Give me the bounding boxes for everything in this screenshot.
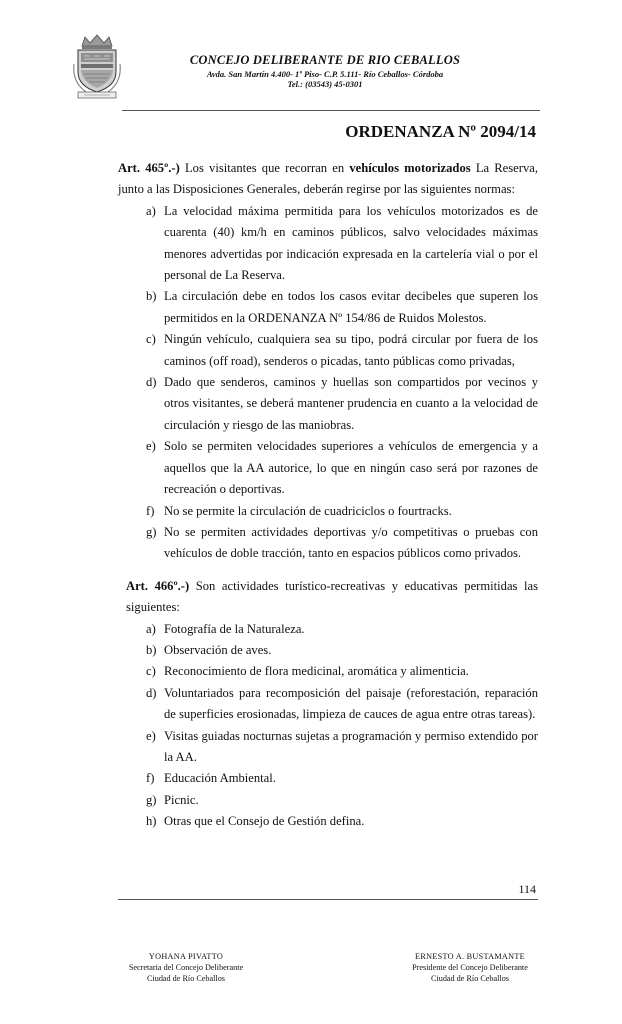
list-marker: b): [146, 289, 157, 304]
signer-name: ERNESTO A. BUSTAMANTE: [415, 952, 525, 961]
list-item: [146, 640, 538, 661]
org-address: Avda. San Martín 4.400- 1º Piso- C.P. 5.111- Río Ceballos- Córdoba: [206, 69, 444, 79]
list-item: [146, 329, 538, 372]
art-465-list: [146, 201, 538, 565]
art-466-intro: [118, 576, 538, 619]
signer-place: Ciudad de Río Ceballos: [430, 974, 509, 983]
signer-role: Secretaria del Concejo Deliberante: [128, 963, 244, 972]
header-divider: [122, 110, 540, 111]
art-465-bold: vehículos motorizados: [349, 161, 471, 175]
signer-role: Presidente del Concejo Deliberante: [412, 963, 528, 972]
list-item: [146, 811, 538, 832]
list-marker: h): [146, 814, 157, 829]
signer-place: Ciudad de Río Ceballos: [146, 974, 225, 983]
list-marker: d): [146, 685, 157, 700]
list-item: [146, 201, 538, 287]
list-item: [146, 372, 538, 436]
art-466-list: [146, 619, 538, 833]
list-item-text: No se permite la circulación de cuadriciclos o fourtracks.: [164, 503, 452, 518]
signature-left: [86, 951, 286, 984]
crest-icon: [72, 34, 122, 100]
list-item: [146, 436, 538, 500]
list-marker: f): [146, 771, 155, 786]
list-item-text: Otras que el Consejo de Gestión defina.: [164, 814, 365, 829]
list-marker: e): [146, 439, 156, 454]
letterhead: [0, 0, 622, 112]
list-marker: c): [146, 332, 156, 347]
list-item-text: Ningún vehículo, cualquiera sea su tipo, podrá circular por fuera de los caminos (off road), senderos o picadas, tanto públicas como privadas,: [164, 332, 538, 368]
list-marker: b): [146, 642, 157, 657]
list-item: [146, 768, 538, 789]
list-item: [146, 619, 538, 640]
list-item: [146, 501, 538, 522]
list-item: [146, 726, 538, 769]
org-name: CONCEJO DELIBERANTE DE RIO CEBALLOS: [189, 53, 461, 67]
art-465-label: Art. 465º.-): [118, 161, 180, 175]
list-item-text: No se permiten actividades deportivas y/o competitivas o pruebas con vehículos de doble tracción, tanto en espacios públicos como privados.: [164, 524, 538, 561]
signature-right: [370, 951, 570, 984]
list-item-text: Observación de aves.: [164, 642, 272, 657]
org-phone: Tel.: (03543) 45-0301: [287, 79, 363, 89]
footer-divider: [118, 899, 538, 900]
list-item-text: Fotografía de la Naturaleza.: [164, 621, 305, 636]
list-marker: d): [146, 375, 157, 390]
list-item-text: Dado que senderos, caminos y huellas son compartidos por vecinos y otros visitantes, se deberá mantener prudencia en cuanto a la velocidad de circulación y riesgo de las maniobras.: [164, 375, 538, 432]
section-gap: [118, 565, 538, 576]
list-item: [146, 790, 538, 811]
list-marker: g): [146, 792, 157, 807]
list-item: [146, 683, 538, 726]
list-item: [146, 286, 538, 329]
list-marker: a): [146, 621, 156, 636]
list-item-text: La circulación debe en todos los casos evitar decibeles que superen los permitidos en la ORDENANZA Nº 154/86 de Ruidos Molestos.: [164, 289, 538, 325]
list-item-text: Voluntariados para recomposición del paisaje (reforestación, reparación de superficies erosionadas, limpieza de cauces de agua entre otras tareas).: [164, 685, 538, 722]
list-item: [146, 522, 538, 565]
signer-name: YOHANA PIVATTO: [148, 952, 224, 961]
list-item-text: Visitas guiadas nocturnas sujetas a programación y permiso extendido por la AA.: [164, 728, 538, 764]
art-465-intro-b: La Reserva, junto a las Disposiciones Generales, deberán regirse por las siguientes normas:: [118, 161, 538, 197]
list-item-text: La velocidad máxima permitida para los vehículos motorizados es de cuarenta (40) km/h en caminos públicos, salvo velocidades máximas menores advertidas por indicación expresada en la cartelería vial o por el personal de La Reserva.: [164, 203, 538, 283]
art-466-label: Art. 466º.-): [126, 578, 190, 593]
list-item-text: Educación Ambiental.: [164, 771, 276, 786]
ordinance-title: ORDENANZA Nº 2094/14: [345, 122, 536, 141]
list-marker: g): [146, 524, 157, 539]
art-465-intro-a: Los visitantes que recorran en: [179, 161, 350, 175]
list-item-text: Picnic.: [164, 792, 199, 807]
org-block: [130, 53, 520, 89]
art-466-intro-text: Son actividades turístico-recreativas y educativas permitidas las siguientes:: [126, 578, 538, 615]
list-item-text: Reconocimiento de flora medicinal, aromática y alimenticia.: [164, 664, 469, 679]
list-marker: c): [146, 664, 156, 679]
list-item-text: Solo se permiten velocidades superiores a vehículos de emergencia y a aquellos que la AA autorice, lo que en ningún caso será por razones de recreación o deportivas.: [164, 439, 538, 497]
list-marker: e): [146, 728, 156, 743]
list-item: [146, 661, 538, 682]
document-body: [118, 158, 538, 833]
list-marker: f): [146, 503, 155, 518]
list-marker: a): [146, 203, 156, 218]
art-465-intro: [118, 158, 538, 201]
page-number: 114: [518, 882, 536, 896]
